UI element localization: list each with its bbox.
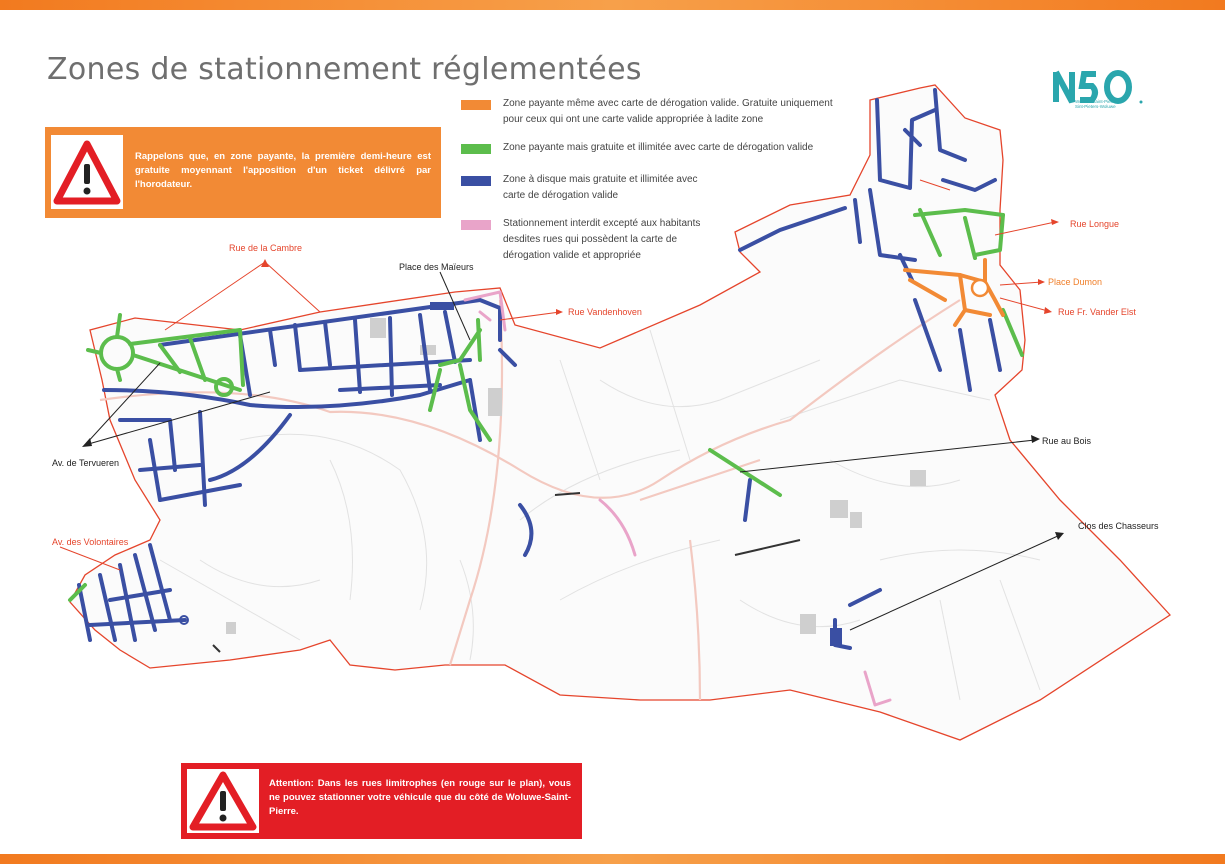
warning-text: Attention: Dans les rues limitrophes (en rouge sur le plan), vous ne pouvez stationner votre véhicule que du côté de Woluwe-Saint-Pierre. bbox=[269, 778, 571, 817]
legend-text: Zone payante mais gratuite et illimitée avec carte de dérogation valide bbox=[503, 142, 814, 153]
label-place-des-maieurs: Place des Maïeurs bbox=[399, 262, 474, 272]
logo-subtitle-line: Sint-Pieters-Woluwe bbox=[1075, 104, 1116, 109]
legend-text: Zone payante même avec carte de dérogation valide. Gratuite uniquement pour ceux qui ont une carte valide appropriée à ladite zone bbox=[503, 98, 833, 125]
page-title: Zones de stationnement réglementées bbox=[47, 52, 642, 87]
label-rue-vandenhoven: Rue Vandenhoven bbox=[568, 307, 642, 317]
label-rue-de-la-cambre: Rue de la Cambre bbox=[229, 243, 303, 253]
label-av-des-volontaires: Av. des Volontaires bbox=[52, 537, 129, 547]
label-clos-des-chasseurs: Clos des Chasseurs bbox=[1078, 521, 1159, 531]
legend-text: Zone à disque mais gratuite et illimitée avec carte de dérogation valide bbox=[503, 174, 698, 201]
logo-subtitle-line: Woluwe-Saint-Pierre bbox=[1075, 99, 1117, 104]
label-rue-au-bois: Rue au Bois bbox=[1042, 436, 1092, 446]
label-rue-longue: Rue Longue bbox=[1070, 219, 1120, 229]
label-place-dumon: Place Dumon bbox=[1048, 277, 1103, 287]
legend-text: Stationnement interdit excepté aux habitants desdites rues qui possèdent la carte de dérogation valide et appropriée bbox=[503, 218, 701, 261]
commune-boundary bbox=[70, 85, 1170, 740]
label-av-de-tervueren: Av. de Tervueren bbox=[52, 458, 120, 468]
warning-text: Rappelons que, en zone payante, la première demi-heure est gratuite moyennant l'apposition d'un ticket délivré par l'horodateur. bbox=[135, 151, 431, 190]
label-rue-fr-vander-elst: Rue Fr. Vander Elst bbox=[1058, 307, 1136, 317]
